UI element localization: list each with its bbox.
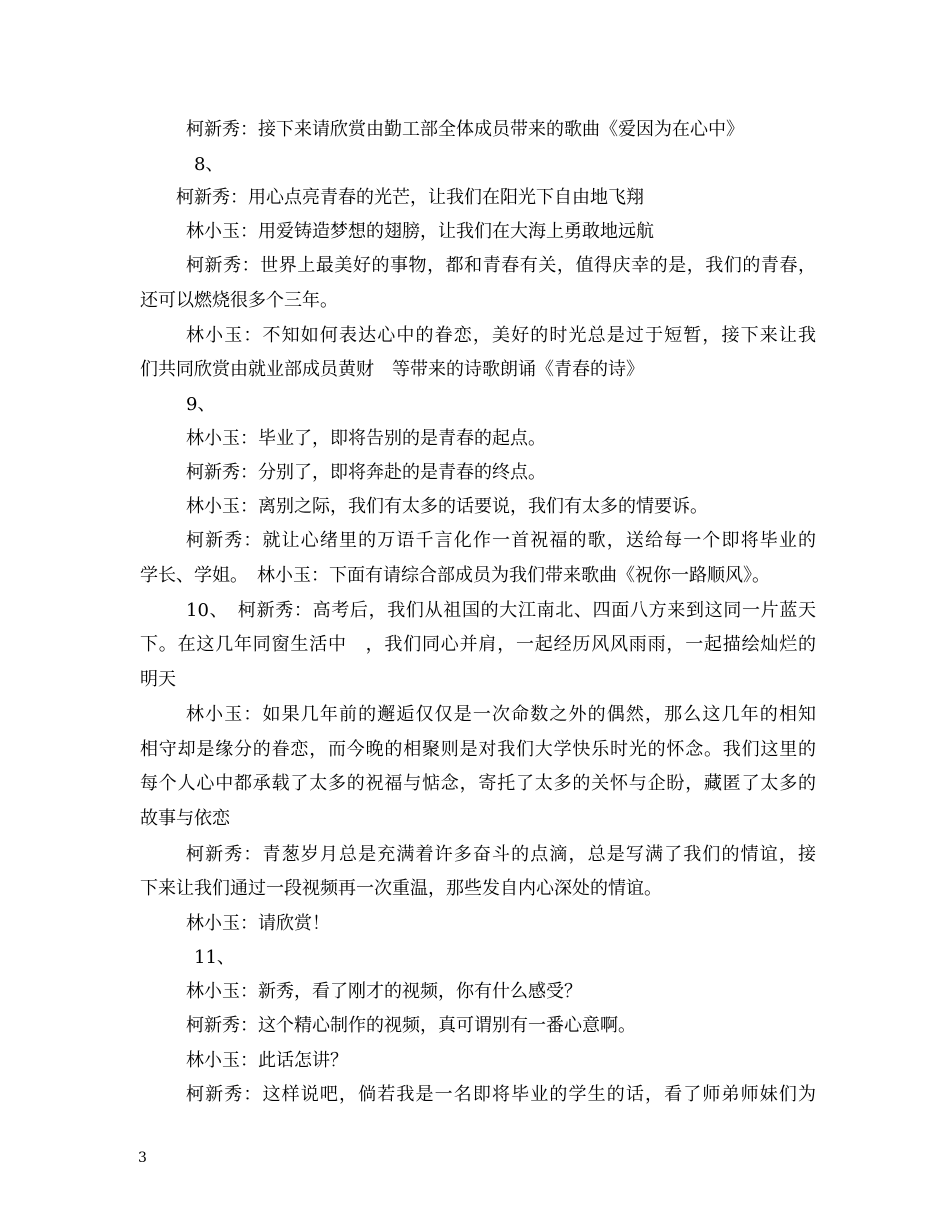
text-line: 下来让我们通过一段视频再一次重温，那些发自内心深处的情谊。: [140, 878, 662, 899]
page-number: 3: [138, 1150, 147, 1166]
text-line: 每个人心中都承载了太多的祝福与惦念，寄托了太多的关怀与企盼，藏匿了太多的: [140, 773, 816, 794]
text-line: 柯新秀：就让心绪里的万语千言化作一首祝福的歌，送给每一个即将毕业的: [186, 530, 816, 551]
text-line: 明天: [140, 669, 176, 690]
section-number: 11、: [194, 947, 235, 968]
text-line: 林小玉：新秀，看了刚才的视频，你有什么感受？: [186, 981, 582, 1002]
text-line: 林小玉：毕业了，即将告别的是青春的起点。: [186, 428, 546, 449]
text-line: 柯新秀：用心点亮青春的光芒，让我们在阳光下自由地飞翔: [176, 187, 644, 208]
section-number: 8、: [194, 154, 224, 175]
text-line: 相守却是缘分的眷恋，而今晚的相聚则是对我们大学快乐时光的怀念。我们这里的: [140, 739, 816, 760]
text-line: 林小玉：如果几年前的邂逅仅仅是一次命数之外的偶然，那么这几年的相知: [186, 704, 816, 725]
text-line: 柯新秀：分别了，即将奔赴的是青春的终点。: [186, 462, 546, 483]
text-line: 林小玉：请欣赏！: [186, 913, 330, 934]
text-line: 林小玉：此话怎讲？: [186, 1050, 348, 1071]
text-line: 柯新秀：青葱岁月总是充满着许多奋斗的点滴，总是写满了我们的情谊，接: [186, 844, 816, 865]
text-line: 柯新秀：接下来请欣赏由勤工部全体成员带来的歌曲《爱因为在心中》: [186, 119, 744, 140]
text-line: 柯新秀：这样说吧，倘若我是一名即将毕业的学生的话，看了师弟师妹们为: [186, 1084, 816, 1105]
text-line: 林小玉：不知如何表达心中的眷恋，美好的时光总是过于短暂，接下来让我: [186, 325, 816, 346]
text-line: 柯新秀：世界上最美好的事物，都和青春有关，值得庆幸的是，我们的青春，: [186, 255, 816, 276]
text-line: 柯新秀：这个精心制作的视频，真可谓别有一番心意啊。: [186, 1015, 636, 1036]
section-number: 9、: [186, 394, 216, 415]
text-line: 10、 柯新秀：高考后，我们从祖国的大江南北、四面八方来到这同一片蓝天: [186, 600, 816, 621]
text-line: 林小玉：用爱铸造梦想的翅膀，让我们在大海上勇敢地远航: [186, 221, 654, 242]
text-line: 林小玉：离别之际，我们有太多的话要说，我们有太多的情要诉。: [186, 496, 708, 517]
text-line: 还可以燃烧很多个三年。: [140, 290, 338, 311]
text-line: 学长、学姐。 林小玉：下面有请综合部成员为我们带来歌曲《祝你一路顺风》。: [140, 565, 770, 586]
text-line: 故事与依恋: [140, 808, 230, 829]
text-line: 们共同欣赏由就业部成员黄财 等带来的诗歌朗诵《青春的诗》: [140, 359, 644, 380]
text-line: 下。在这几年同窗生活中 ，我们同心并肩，一起经历风风雨雨，一起描绘灿烂的: [140, 634, 816, 655]
